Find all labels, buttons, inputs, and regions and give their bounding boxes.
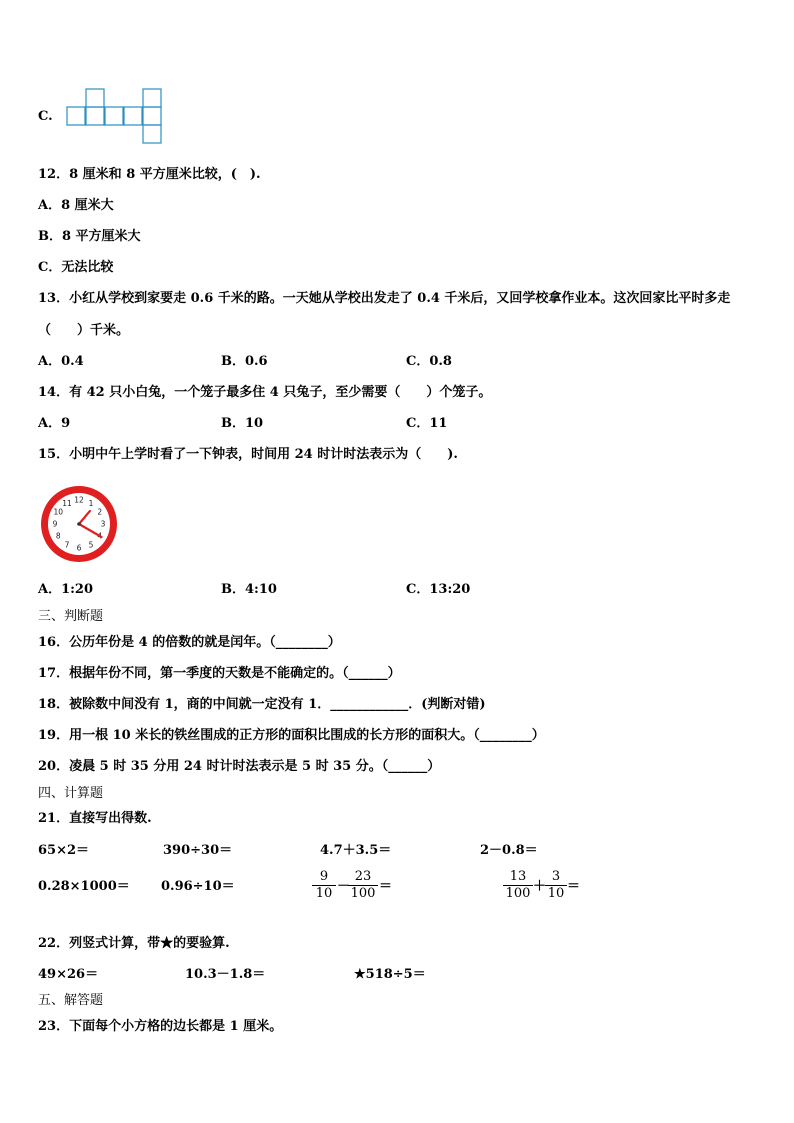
- q21-frac2-equals: ＝: [567, 879, 581, 894]
- frac-numerator: 9: [312, 869, 336, 886]
- q12-option-c: C．无法比较: [38, 260, 114, 275]
- clock-numeral-3: 3: [100, 519, 106, 529]
- clock-numeral-9: 9: [52, 519, 58, 529]
- clock-numeral-2: 2: [97, 507, 103, 517]
- q23-stem: 23．下面每个小方格的边长都是 1 厘米。: [38, 1019, 283, 1034]
- q21-item-5: 0.28×1000＝: [38, 879, 130, 894]
- q21-frac2-a: [503, 869, 533, 902]
- clock-numeral-11: 11: [62, 498, 72, 508]
- q21-item-6: 0.96÷10＝: [161, 879, 235, 894]
- q21-frac1-operator: －: [337, 879, 351, 894]
- clock-numeral-5: 5: [88, 540, 94, 550]
- q21-frac1-b: [348, 869, 378, 902]
- frac-denominator: 10: [315, 886, 333, 901]
- frac-denominator: 10: [547, 886, 565, 901]
- q21-stem: 21．直接写出得数.: [38, 811, 152, 826]
- clock-numeral-1: 1: [88, 498, 94, 508]
- section-3-title: 三、判断题: [38, 609, 104, 624]
- q14-option-c: C．11: [406, 416, 448, 431]
- q15-option-a: A．1:20: [38, 582, 94, 597]
- q12-stem: 12．8 厘米和 8 平方厘米比较，( ).: [38, 167, 261, 182]
- q21-item-1: 65×2＝: [38, 843, 90, 858]
- q17-text: 17．根据年份不同，第一季度的天数是不能确定的。（______）: [38, 666, 401, 681]
- q20-text: 20．凌晨 5 时 35 分用 24 时计时法表示是 5 时 35 分。（______）: [38, 759, 441, 774]
- q14-stem: 14．有 42 只小白兔，一个笼子最多住 4 只兔子，至少需要（ ）个笼子。: [38, 385, 492, 400]
- q22-item-3: ★518÷5＝: [354, 967, 426, 982]
- q15-stem: 15．小明中午上学时看了一下钟表，时间用 24 时计时法表示为（ ).: [38, 447, 458, 462]
- q19-text: 19．用一根 10 米长的铁丝围成的正方形的面积比围成的长方形的面积大。（________）: [38, 728, 545, 743]
- frac-numerator: 23: [348, 869, 378, 886]
- cube-net-figure: [66, 88, 164, 145]
- clock-figure: [39, 484, 119, 564]
- q15-option-c: C．13:20: [406, 582, 471, 597]
- clock-numeral-12: 12: [74, 495, 84, 505]
- q21-frac1-equals: ＝: [379, 879, 393, 894]
- q18-text: 18．被除数中间没有 1，商的中间就一定没有 1．____________．(判断对错): [38, 697, 486, 712]
- q21-frac2-b: [545, 869, 567, 902]
- option-c-label: C.: [38, 109, 53, 124]
- clock-numeral-8: 8: [55, 531, 61, 541]
- frac-denominator: 100: [505, 886, 531, 901]
- clock-numeral-7: 7: [64, 540, 70, 550]
- q13-option-c: C．0.8: [406, 354, 452, 369]
- section-4-title: 四、计算题: [38, 786, 104, 801]
- frac-numerator: 13: [503, 869, 533, 886]
- q15-option-b: B．4:10: [221, 582, 277, 597]
- section-5-title: 五、解答题: [38, 993, 104, 1008]
- q21-frac1-a: [312, 869, 336, 902]
- frac-denominator: 100: [350, 886, 376, 901]
- q14-option-a: A．9: [38, 416, 71, 431]
- clock-numeral-10: 10: [53, 507, 63, 517]
- q13-stem-line1: 13．小红从学校到家要走 0.6 千米的路。一天她从学校出发走了 0.4 千米后，又回学校拿作业本。这次回家比平时多走: [38, 291, 731, 306]
- clock-center-pin: [77, 522, 81, 526]
- q21-item-2: 390÷30＝: [163, 843, 233, 858]
- q13-option-b: B．0.6: [221, 354, 268, 369]
- q14-option-b: B．10: [221, 416, 264, 431]
- clock-numeral-6: 6: [76, 543, 82, 553]
- q22-item-1: 49×26＝: [38, 967, 99, 982]
- q13-stem-line2: （ ）千米。: [38, 323, 130, 338]
- q22-item-2: 10.3－1.8＝: [185, 967, 266, 982]
- q21-item-4: 2－0.8＝: [480, 843, 538, 858]
- q21-item-3: 4.7＋3.5＝: [320, 843, 392, 858]
- q21-frac2-operator: ＋: [533, 879, 547, 894]
- q12-option-a: A．8 厘米大: [38, 198, 114, 213]
- frac-numerator: 3: [545, 869, 567, 886]
- q13-option-a: A．0.4: [38, 354, 84, 369]
- q12-option-b: B．8 平方厘米大: [38, 229, 141, 244]
- q22-stem: 22．列竖式计算，带★的要验算.: [38, 936, 230, 951]
- q16-text: 16．公历年份是 4 的倍数的就是闰年。（________）: [38, 635, 341, 650]
